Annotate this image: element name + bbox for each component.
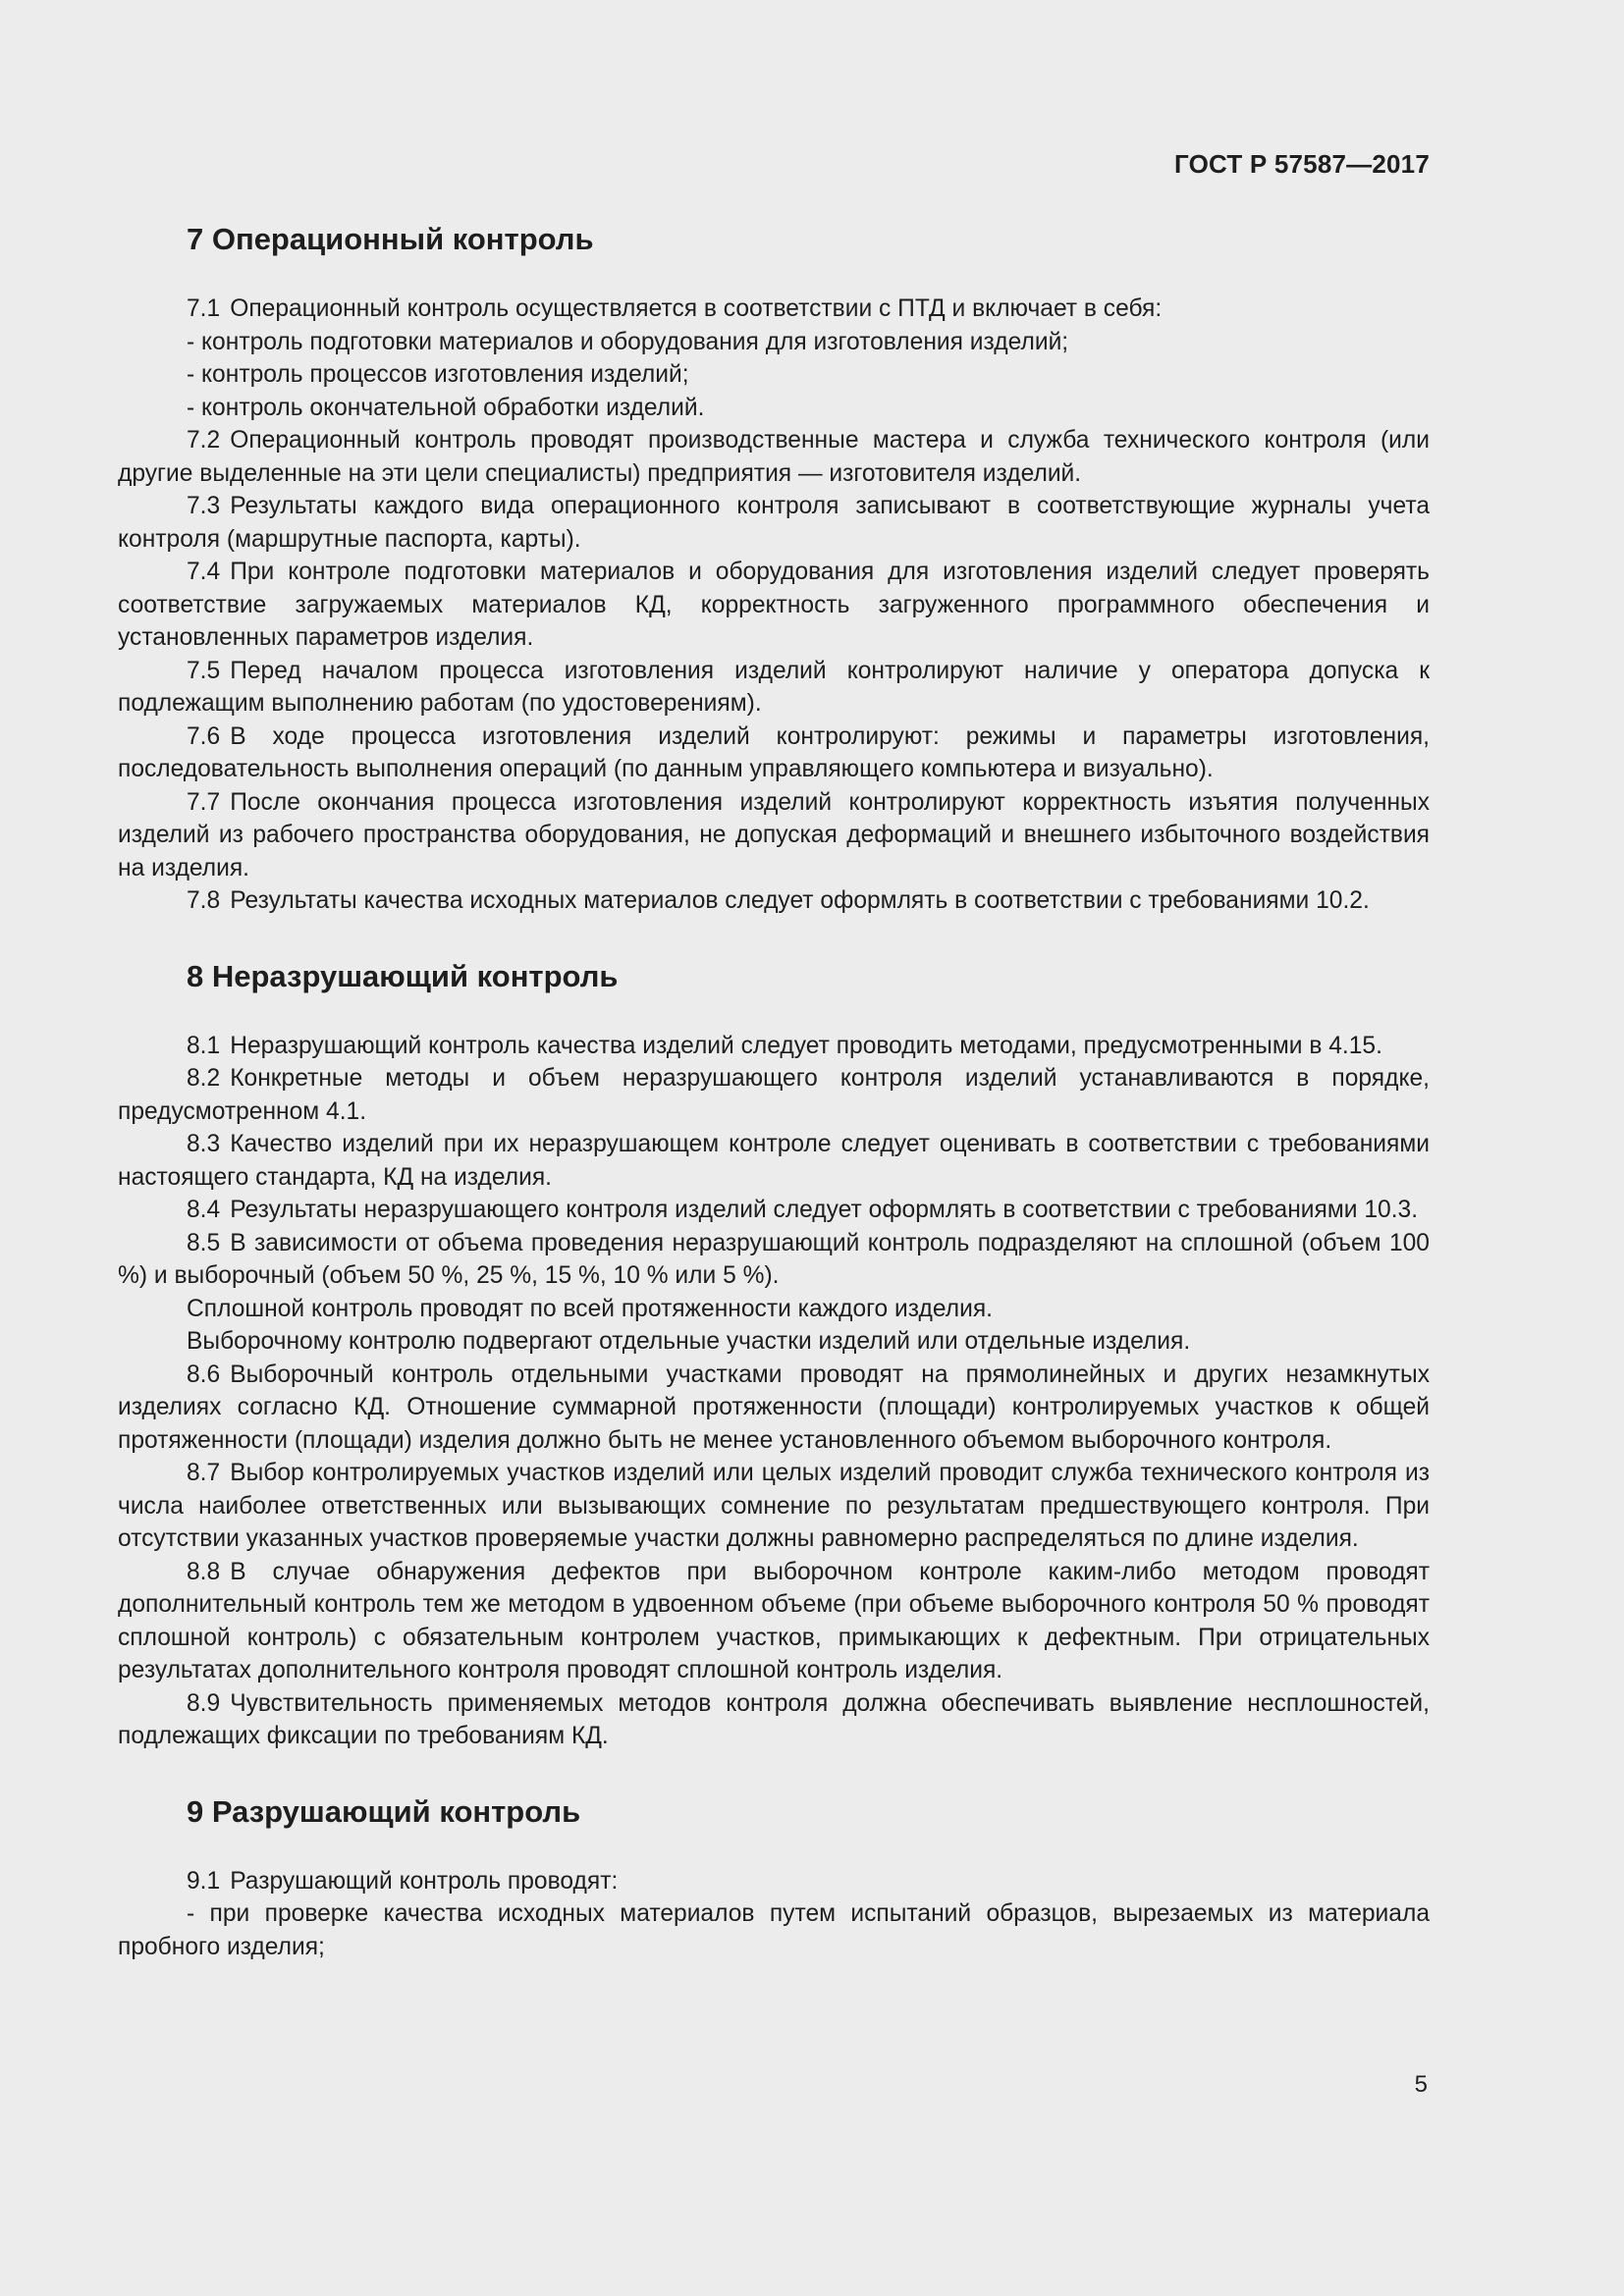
clause-number: 8.4	[187, 1197, 221, 1223]
section-title: 9 Разрушающий контроль	[187, 1793, 581, 1829]
clause-number: 8.9	[187, 1689, 221, 1717]
clause-paragraph	[118, 786, 1430, 885]
clause-number: 7.7	[187, 788, 221, 816]
paragraph-text: - при проверке качества исходных материалов путем испытаний образцов, вырезаемых из материала пробного изделия;	[118, 1900, 1430, 1960]
clause-number: 8.5	[187, 1229, 221, 1256]
paragraph-text: После окончания процесса изготовления изделий контролируют корректность изъятия полученных изделий из рабочего пространства оборудования, не допуская деформаций и внешнего избыточного воздействия на изделия.	[118, 788, 1430, 881]
clause-paragraph	[118, 1457, 1430, 1556]
paragraph-text: Выборочный контроль отдельными участками проводят на прямолинейных и других незамкнутых изделиях согласно КД. Отношение суммарной протяженности (площади) контролируемых участков к общей протяженности (площади) изделия должно быть не менее установленного объемом выборочного контроля.	[118, 1361, 1430, 1454]
clause-paragraph	[118, 1128, 1430, 1194]
paragraph-text: Операционный контроль проводят производственные мастера и служба технического контроля (или другие выделенные на эти цели специалисты) предприятия — изготовителя изделий.	[118, 427, 1430, 487]
clause-number: 7.2	[187, 427, 221, 454]
paragraph	[118, 1325, 1430, 1359]
paragraph-text: В зависимости от объема проведения неразрушающий контроль подразделяют на сплошной (объем 100 %) и выборочный (объем 50 %, 25 %, 15 %, 10 % или 5 %).	[118, 1229, 1430, 1289]
section-title: 8 Неразрушающий контроль	[187, 958, 619, 993]
paragraph-text: - контроль процессов изготовления изделий;	[187, 361, 689, 388]
section	[118, 959, 1430, 1753]
paragraph-text: Операционный контроль осуществляется в соответствии с ПТД и включает в себя:	[230, 295, 1163, 322]
document-body	[118, 222, 1430, 2004]
clause-paragraph	[118, 556, 1430, 655]
clause-paragraph	[118, 293, 1430, 326]
paragraph	[118, 326, 1430, 359]
paragraph	[118, 1897, 1430, 1963]
clause-paragraph	[118, 1359, 1430, 1458]
paragraph-text: Сплошной контроль проводят по всей протяженности каждого изделия.	[187, 1295, 993, 1322]
paragraph-text: При контроле подготовки материалов и оборудования для изготовления изделий следует проверять соответствие загружаемых материалов КД, корректность загруженного программного обеспечения и установленных параметров изделия.	[118, 559, 1430, 651]
clause-paragraph	[118, 1030, 1430, 1063]
clause-number: 7.1	[187, 295, 221, 322]
clause-number: 8.7	[187, 1460, 221, 1486]
clause-paragraph	[118, 1227, 1430, 1293]
clause-paragraph	[118, 884, 1430, 918]
paragraph-text: - контроль подготовки материалов и оборудования для изготовления изделий;	[187, 328, 1069, 355]
clause-number: 9.1	[187, 1867, 221, 1895]
clause-number: 7.5	[187, 657, 221, 684]
paragraph-text: Результаты каждого вида операционного контроля записывают в соответствующие журналы учета контроля (маршрутные паспорта, карты).	[118, 493, 1430, 553]
clause-number: 7.3	[187, 493, 221, 519]
clause-number: 8.6	[187, 1361, 221, 1388]
paragraph-text: - контроль окончательной обработки изделий.	[187, 394, 705, 421]
clause-paragraph	[118, 721, 1430, 786]
paragraph-text: Выборочному контролю подвергают отдельные участки изделий или отдельные изделия.	[187, 1328, 1191, 1355]
clause-paragraph	[118, 1556, 1430, 1687]
clause-paragraph	[118, 655, 1430, 721]
paragraph-text: Перед началом процесса изготовления изделий контролируют наличие у оператора допуска к подлежащим выполнению работам (по удостоверениям).	[118, 657, 1430, 717]
document-code: ГОСТ Р 57587—2017	[1174, 149, 1430, 179]
clause-number: 8.1	[187, 1032, 221, 1059]
clause-number: 8.8	[187, 1558, 221, 1585]
clause-paragraph	[118, 490, 1430, 556]
paragraph-text: Разрушающий контроль проводят:	[230, 1867, 619, 1895]
page-number: 5	[1414, 2071, 1428, 2098]
paragraph	[118, 358, 1430, 392]
clause-number: 7.8	[187, 887, 221, 914]
clause-paragraph	[118, 1062, 1430, 1128]
paragraph-text: В ходе процесса изготовления изделий контролируют: режимы и параметры изготовления, последовательность выполнения операций (по данным управляющего компьютера и визуально).	[118, 722, 1430, 782]
clause-number: 8.2	[187, 1065, 221, 1092]
paragraph	[118, 1293, 1430, 1326]
paragraph-text: Результаты неразрушающего контроля изделий следует оформлять в соответствии с требованиями 10.3.	[230, 1197, 1419, 1223]
paragraph-text: Выбор контролируемых участков изделий или целых изделий проводит служба технического контроля из числа наиболее ответственных или вызывающих сомнение по результатам предшествующего контроля. При отсутствии указанных участков проверяемые участки должны равномерно распределяться по длине изделия.	[118, 1460, 1430, 1552]
clause-paragraph	[118, 1194, 1430, 1227]
paragraph-text: Качество изделий при их неразрушающем контроле следует оценивать в соответствии с требованиями настоящего стандарта, КД на изделия.	[118, 1131, 1430, 1191]
paragraph	[118, 392, 1430, 425]
clause-paragraph	[118, 1865, 1430, 1898]
paragraph-text: Конкретные методы и объем неразрушающего контроля изделий устанавливаются в порядке, предусмотренном 4.1.	[118, 1065, 1430, 1125]
section	[118, 222, 1430, 918]
paragraph-text: Неразрушающий контроль качества изделий следует проводить методами, предусмотренными в 4.15.	[230, 1032, 1382, 1059]
paragraph-text: В случае обнаружения дефектов при выборочном контроле каким-либо методом проводят дополнительный контроль тем же методом в удвоенном объеме (при объеме выборочного контроля 50 % проводят сплошной контроль) с обязательным контролем участков, примыкающих к дефектным. При отрицательных результатах дополнительного контроля проводят сплошной контроль изделия.	[118, 1558, 1430, 1683]
clause-number: 7.4	[187, 559, 221, 585]
section-title: 7 Операционный контроль	[187, 222, 594, 256]
paragraph-text: Результаты качества исходных материалов следует оформлять в соответствии с требованиями 10.2.	[230, 887, 1370, 914]
clause-paragraph	[118, 1687, 1430, 1753]
clause-number: 8.3	[187, 1131, 221, 1157]
clause-paragraph	[118, 424, 1430, 490]
section	[118, 1794, 1430, 1964]
paragraph-text: Чувствительность применяемых методов контроля должна обеспечивать выявление несплошностей, подлежащих фиксации по требованиям КД.	[118, 1689, 1430, 1749]
clause-number: 7.6	[187, 722, 221, 750]
